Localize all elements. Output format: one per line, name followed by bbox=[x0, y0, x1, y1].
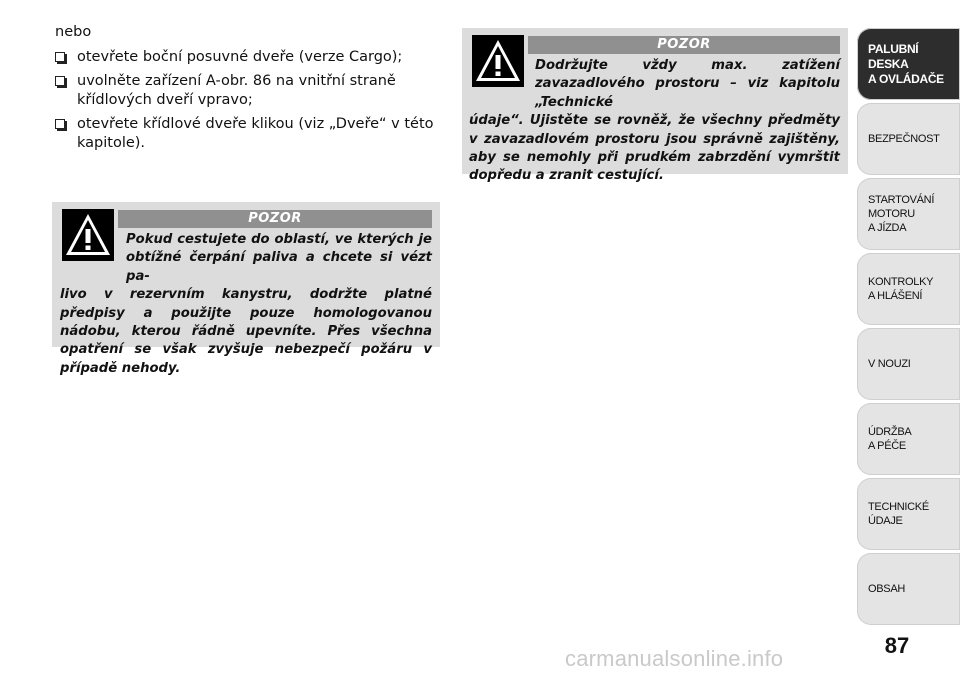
tab-technicke-udaje[interactable] bbox=[857, 478, 960, 550]
tab-udrzba[interactable] bbox=[857, 403, 960, 475]
tab-v-nouzi[interactable] bbox=[857, 328, 960, 400]
tab-obsah[interactable] bbox=[857, 553, 960, 625]
tab-label: BEZPEČNOST bbox=[868, 133, 940, 145]
tab-label: OBSAH bbox=[868, 583, 906, 595]
left-column bbox=[55, 22, 445, 158]
warning-box-load bbox=[462, 28, 848, 184]
intro-text: nebo bbox=[55, 24, 92, 40]
warning-box-fuel bbox=[52, 202, 440, 376]
tab-label: STARTOVÁNÍ MOTORU A JÍZDA bbox=[868, 194, 935, 234]
tab-palubni-deska[interactable] bbox=[857, 28, 960, 100]
page-number: 87 bbox=[884, 633, 910, 658]
tab-startovani[interactable] bbox=[857, 178, 960, 250]
tab-label: TECHNICKÉ ÚDAJE bbox=[868, 501, 929, 527]
tab-label: PALUBNÍ DESKA A OVLÁDAČE bbox=[868, 41, 944, 86]
warning-title: POZOR bbox=[118, 210, 432, 228]
bullet-text: otevřete křídlové dveře klikou (viz „Dveře“ v této kapitole). bbox=[77, 116, 434, 151]
bullet-item bbox=[55, 72, 445, 110]
bullet-text: otevřete boční posuvné dveře (verze Cargo); bbox=[77, 49, 403, 65]
tab-label: V NOUZI bbox=[868, 358, 911, 370]
chapter-sidebar bbox=[857, 28, 960, 628]
bullet-text: uvolněte zařízení A-obr. 86 na vnitřní straně křídlových dveří vpravo; bbox=[77, 73, 396, 108]
tab-label: KONTROLKY A HLÁŠENÍ bbox=[868, 276, 934, 302]
tab-bezpecnost[interactable] bbox=[857, 103, 960, 175]
tab-kontrolky[interactable] bbox=[857, 253, 960, 325]
warning-text-rest: livo v rezervním kanystru, dodržte platné předpisy a použijte pouze homologovanou nádobu, kterou řádně upevníte. Přes všechna opatření se však zvyšuje nebezpečí požáru v případě nehody. bbox=[60, 287, 432, 376]
tab-label: ÚDRŽBA A PÉČE bbox=[868, 426, 912, 452]
warning-text bbox=[469, 57, 840, 186]
warning-text-rest: údaje“. Ujistěte se rovněž, že všechny předměty v zavazadlovém prostoru jsou správně zajištěny, aby se nemohly při prudkém zabrzdění vymrštit dopředu a zranit cestující. bbox=[469, 113, 840, 184]
bullet-item bbox=[55, 115, 445, 153]
checkbox-bullet-icon bbox=[55, 76, 65, 86]
checkbox-bullet-icon bbox=[55, 52, 65, 62]
warning-title: POZOR bbox=[528, 36, 840, 54]
watermark: carmanualsonline.info bbox=[565, 646, 784, 671]
warning-text bbox=[60, 231, 432, 378]
checkbox-bullet-icon bbox=[55, 119, 65, 129]
bullet-item bbox=[55, 48, 445, 67]
warning-text-first: Pokud cestujete do oblastí, ve kterých je obtížné čerpání paliva a chcete si vézt pa- bbox=[126, 232, 432, 284]
warning-text-first: Dodržujte vždy max. zatížení zavazadlového prostoru – viz kapitolu „Technické bbox=[535, 58, 840, 110]
